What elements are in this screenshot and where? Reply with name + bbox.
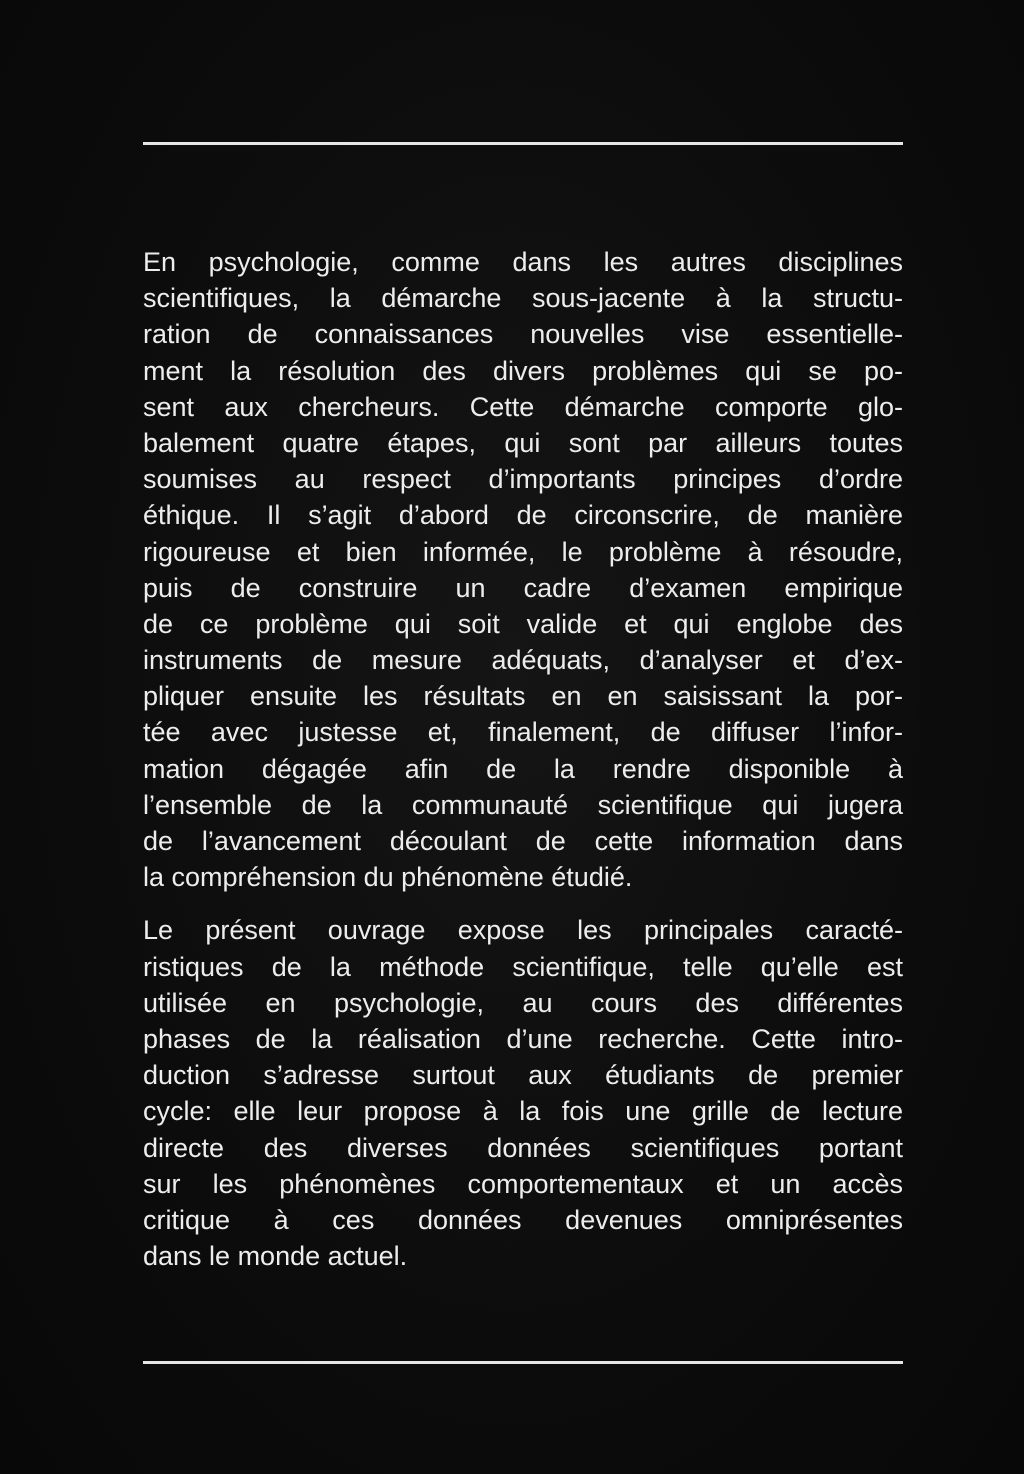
text-line: l’ensemble de la communauté scientifique qui jugera <box>143 789 903 820</box>
text-line: balement quatre étapes, qui sont par ailleurs toutes <box>143 427 903 458</box>
text-line: phases de la réalisation d’une recherche. Cette intro- <box>143 1023 903 1054</box>
paragraph-2 <box>143 912 903 1274</box>
text-line: la compréhension du phénomène étudié. <box>143 862 633 893</box>
text-line: instruments de mesure adéquats, d’analyser et d’ex- <box>143 645 903 676</box>
text-line: duction s’adresse surtout aux étudiants de premier <box>143 1060 903 1091</box>
text-line: tée avec justesse et, finalement, de diffuser l’infor- <box>143 717 903 748</box>
text-line: pliquer ensuite les résultats en en saisissant la por- <box>143 681 903 712</box>
paragraph-1 <box>143 244 903 895</box>
text-line: critique à ces données devenues omniprésentes <box>143 1204 903 1235</box>
text-line: En psychologie, comme dans les autres disciplines <box>143 247 903 277</box>
blurb-text <box>143 244 903 1291</box>
text-line: ration de connaissances nouvelles vise essentielle- <box>143 319 903 350</box>
text-line: éthique. Il s’agit d’abord de circonscrire, de manière <box>143 500 903 531</box>
text-line: sent aux chercheurs. Cette démarche comporte glo- <box>143 391 903 422</box>
text-line: utilisée en psychologie, au cours des différentes <box>143 987 903 1018</box>
text-line: ment la résolution des divers problèmes qui se po- <box>143 355 903 386</box>
text-line: dans le monde actuel. <box>143 1241 408 1272</box>
text-line: ristiques de la méthode scientifique, telle qu’elle est <box>143 951 903 982</box>
text-line: cycle: elle leur propose à la fois une grille de lecture <box>143 1096 903 1127</box>
top-rule-divider <box>143 142 903 145</box>
text-line: sur les phénomènes comportementaux et un accès <box>143 1168 903 1199</box>
text-line: mation dégagée afin de la rendre disponible à <box>143 753 903 784</box>
text-line: de ce problème qui soit valide et qui englobe des <box>143 608 903 639</box>
text-line: rigoureuse et bien informée, le problème à résoudre, <box>143 536 903 567</box>
text-line: directe des diverses données scientifiques portant <box>143 1132 903 1163</box>
text-line: scientifiques, la démarche sous-jacente à la structu- <box>143 283 903 314</box>
text-line: de l’avancement découlant de cette information dans <box>143 826 903 856</box>
text-line: soumises au respect d’importants principes d’ordre <box>143 464 903 495</box>
bottom-rule-divider <box>143 1361 903 1364</box>
text-line: puis de construire un cadre d’examen empirique <box>143 572 903 603</box>
text-line: Le présent ouvrage expose les principales caracté- <box>143 915 903 946</box>
